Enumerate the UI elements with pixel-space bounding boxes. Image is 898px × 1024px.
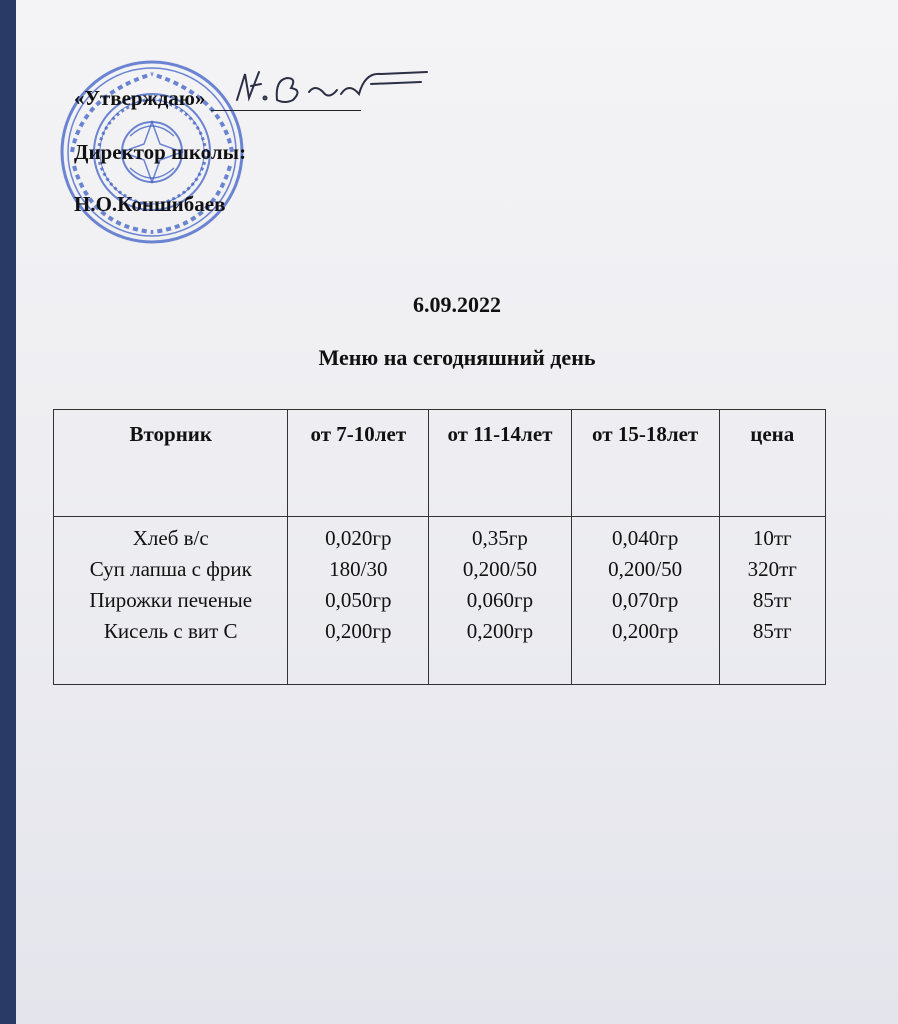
list-item: 0,200/50: [608, 557, 683, 581]
list-item: 85тг: [752, 619, 792, 643]
director-title: Директор школы:: [74, 140, 247, 164]
column-header-age-7-10: от 7-10лет: [288, 410, 429, 517]
items-cell: [54, 517, 288, 685]
list-item: 180/30: [329, 557, 388, 581]
list-item: Пирожки печеные: [89, 588, 253, 612]
menu-table: [53, 409, 826, 685]
menu-date: 6.09.2022: [413, 292, 501, 317]
list-item: 0,200/50: [462, 557, 538, 581]
menu-title: Меню на сегодняшний день: [318, 345, 596, 370]
list-item: Суп лапша с фрик: [89, 557, 252, 581]
list-item: 0,200гр: [466, 619, 534, 643]
list-item: 0,070гр: [611, 588, 679, 612]
age-7-10-cell: [288, 517, 429, 685]
column-header-day: Вторник: [54, 410, 288, 517]
list-item: 85тг: [752, 588, 792, 612]
list-item: 320тг: [747, 557, 797, 581]
approval-line: [74, 86, 361, 111]
price-cell: [719, 517, 825, 685]
table-row: [54, 517, 826, 685]
list-item: 0,040гр: [611, 526, 679, 550]
list-item: Кисель с вит С: [103, 619, 238, 643]
column-header-age-15-18: от 15-18лет: [571, 410, 719, 517]
list-item: 0,200гр: [325, 619, 392, 643]
column-header-price: цена: [719, 410, 825, 517]
list-item: 0,020гр: [325, 526, 392, 550]
document-page: [16, 0, 898, 1024]
column-header-age-11-14: от 11-14лет: [429, 410, 572, 517]
list-item: 0,200гр: [611, 619, 679, 643]
age-11-14-cell: [429, 517, 572, 685]
age-15-18-cell: [571, 517, 719, 685]
signature-line: [211, 92, 361, 111]
list-item: 0,050гр: [325, 588, 392, 612]
table-header-row: [54, 410, 826, 517]
director-name: Н.О.Коншибаев: [74, 192, 226, 216]
approve-label: «Утверждаю»: [74, 86, 206, 110]
list-item: 10тг: [752, 526, 792, 550]
list-item: 0,35гр: [472, 526, 528, 550]
list-item: Хлеб в/с: [132, 526, 209, 550]
list-item: 0,060гр: [466, 588, 534, 612]
